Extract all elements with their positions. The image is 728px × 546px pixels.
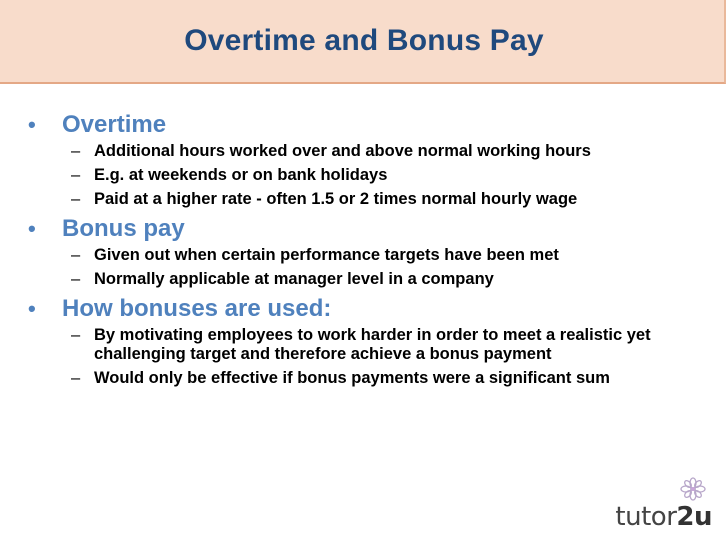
logo-prefix: tutor (615, 502, 677, 532)
section-heading-how-bonuses (26, 294, 716, 324)
list-item-text: Normally applicable at manager level in a company (94, 270, 494, 288)
list-item (26, 142, 716, 161)
how-bonuses-list (26, 326, 716, 388)
overtime-list (26, 142, 716, 209)
dash-icon: – (71, 326, 81, 344)
section-heading-bonus-pay (26, 214, 716, 244)
list-item-text: Would only be effective if bonus payments were a significant sum (94, 369, 610, 387)
section-heading-label: Overtime (62, 111, 167, 138)
dash-icon: – (71, 270, 81, 288)
dash-icon: – (71, 142, 81, 160)
list-item-text: E.g. at weekends or on bank holidays (94, 166, 388, 184)
list-item (26, 270, 716, 289)
bullet-icon: • (28, 296, 36, 321)
dash-icon: – (71, 369, 81, 387)
bonus-pay-list (26, 246, 716, 289)
dash-icon: – (71, 166, 81, 184)
list-item (26, 326, 716, 364)
list-item (26, 369, 716, 388)
bullet-icon: • (28, 112, 36, 137)
list-item-text: Additional hours worked over and above normal working hours (94, 142, 591, 160)
list-item-text: Paid at a higher rate - often 1.5 or 2 times normal hourly wage (94, 190, 578, 208)
list-item (26, 190, 716, 209)
list-item (26, 166, 716, 185)
section-heading-label: How bonuses are used: (62, 295, 332, 322)
logo-suffix: 2u (676, 502, 712, 532)
slide-body (26, 110, 716, 393)
dash-icon: – (71, 190, 81, 208)
tutor2u-logo (615, 498, 720, 540)
slide-title: Overtime and Bonus Pay (184, 24, 544, 57)
list-item-text: By motivating employees to work harder in order to meet a realistic yet challenging target and therefore achieve a bonus payment (94, 326, 651, 363)
list-item (26, 246, 716, 265)
logo-wordmark (615, 502, 712, 532)
list-item-text: Given out when certain performance targets have been met (94, 246, 559, 264)
section-heading-label: Bonus pay (62, 215, 185, 242)
dash-icon: – (71, 246, 81, 264)
bullet-icon: • (28, 216, 36, 241)
section-heading-overtime (26, 110, 716, 140)
